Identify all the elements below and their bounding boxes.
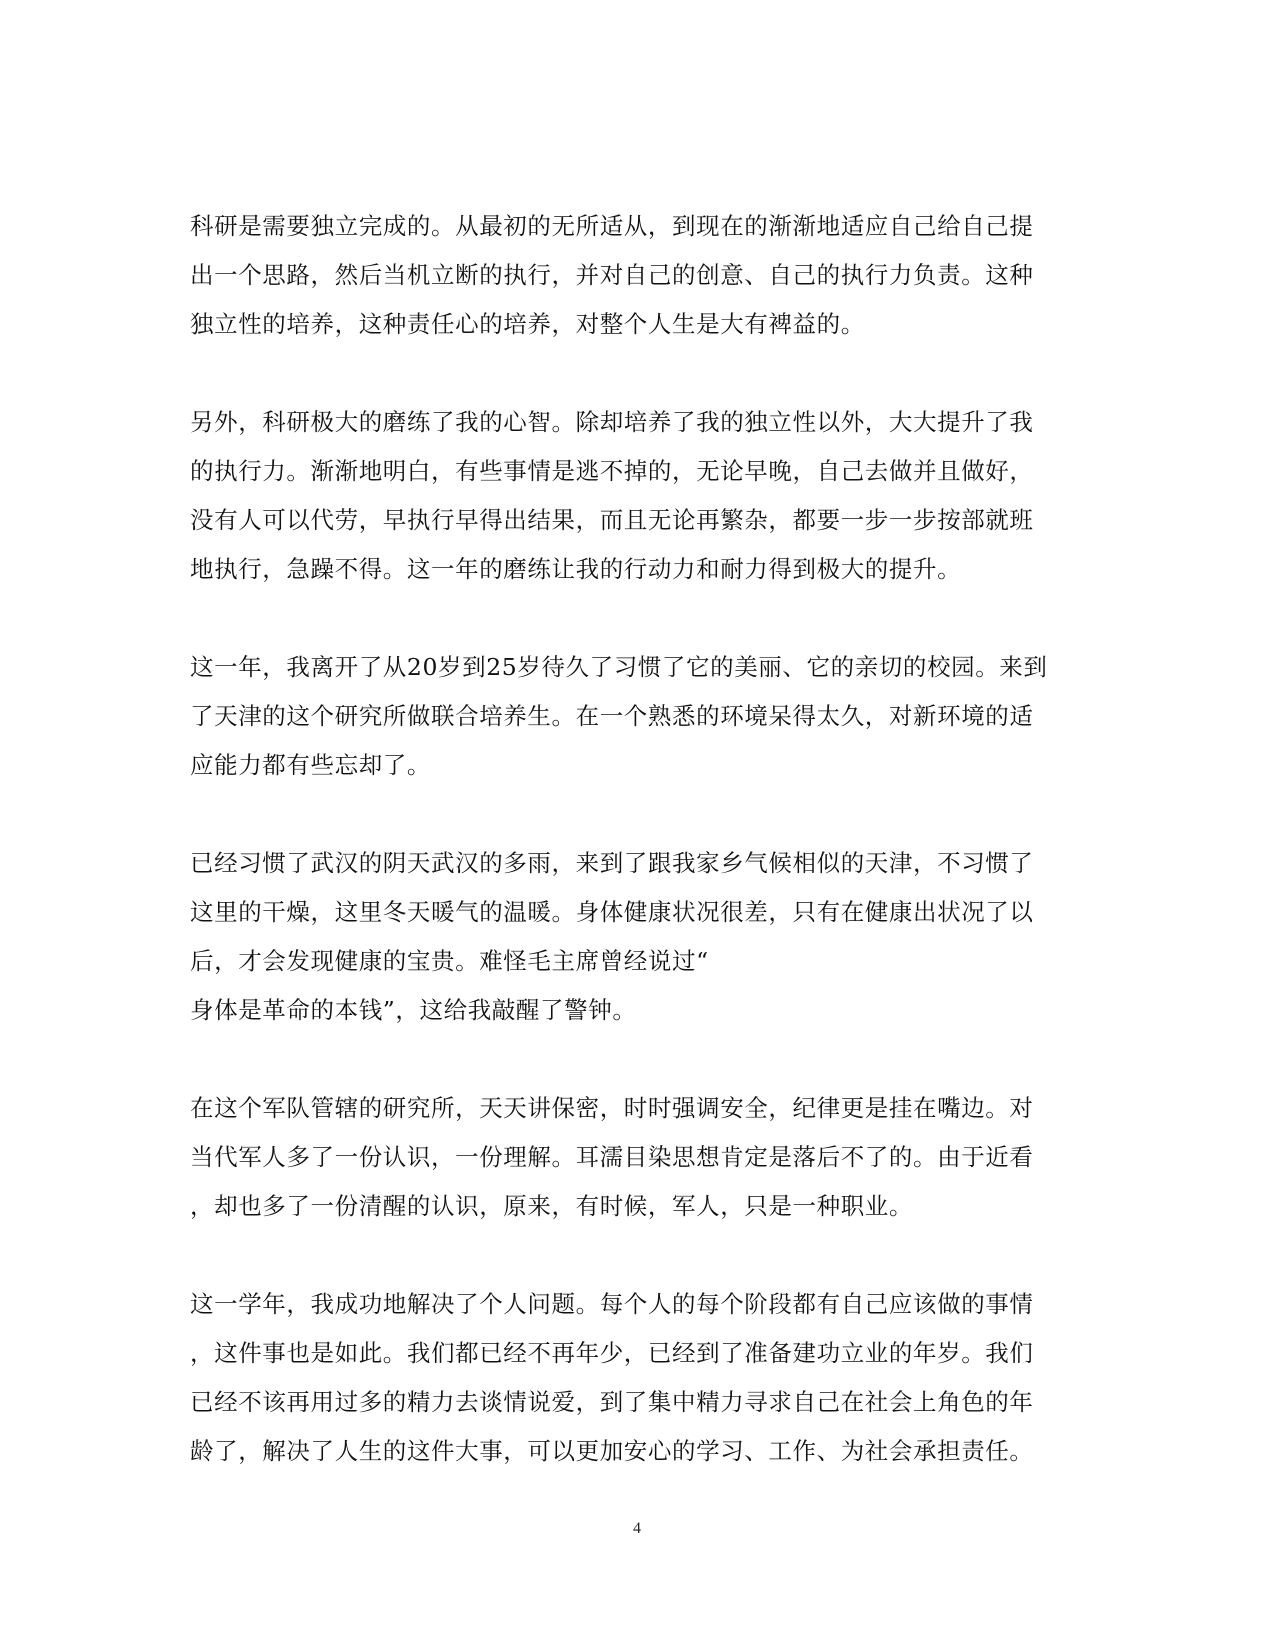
- paragraph-4: 已经习惯了武汉的阴天武汉的多雨，来到了跟我家乡气候相似的天津，不习惯了 这里的干燥，这里冬天暖气的温暖。身体健康状况很差，只有在健康出状况了以 后，才会发现健康的宝贵。难怪毛主席曾经说过“ 身体是革命的本钱”，这给我敲醒了警钟。: [190, 849, 1034, 1024]
- paragraph-1: 科研是需要独立完成的。从最初的无所适从，到现在的渐渐地适应自己给自己提 出一个思路，然后当机立断的执行，并对自己的创意、自己的执行力负责。这种 独立性的培养，这种责任心的培养，对整个人生是大有裨益的。: [190, 212, 1034, 338]
- body-text: [190, 202, 1060, 1525]
- paragraph-2: 另外，科研极大的磨练了我的心智。除却培养了我的独立性以外，大大提升了我 的执行力。渐渐地明白，有些事情是逃不掉的，无论早晚，自己去做并且做好， 没有人可以代劳，早执行早得出结果，而且无论再繁杂，都要一步一步按部就班 地执行，急躁不得。这一年的磨练让我的行动力和耐力得到极大的提升。: [190, 408, 1034, 583]
- paragraph-3: 这一年，我离开了从20岁到25岁待久了习惯了它的美丽、它的亲切的校园。来到 了天津的这个研究所做联合培养生。在一个熟悉的环境呆得太久，对新环境的适 应能力都有些忘却了。: [190, 653, 1048, 779]
- paragraph-5: 在这个军队管辖的研究所，天天讲保密，时时强调安全，纪律更是挂在嘴边。对 当代军人多了一份认识，一份理解。耳濡目染思想肯定是落后不了的。由于近看 ，却也多了一份清醒的认识，原来，有时候，军人，只是一种职业。: [190, 1094, 1034, 1220]
- page-number: 4: [633, 1520, 641, 1537]
- paragraph-6: 这一学年，我成功地解决了个人问题。每个人的每个阶段都有自己应该做的事情 ，这件事也是如此。我们都已经不再年少，已经到了准备建功立业的年岁。我们 已经不该再用过多的精力去谈情说爱，到了集中精力寻求自己在社会上角色的年 龄了，解决了人生的这件大事，可以更加安心的学习、工作、为社会承担责任。: [190, 1290, 1034, 1465]
